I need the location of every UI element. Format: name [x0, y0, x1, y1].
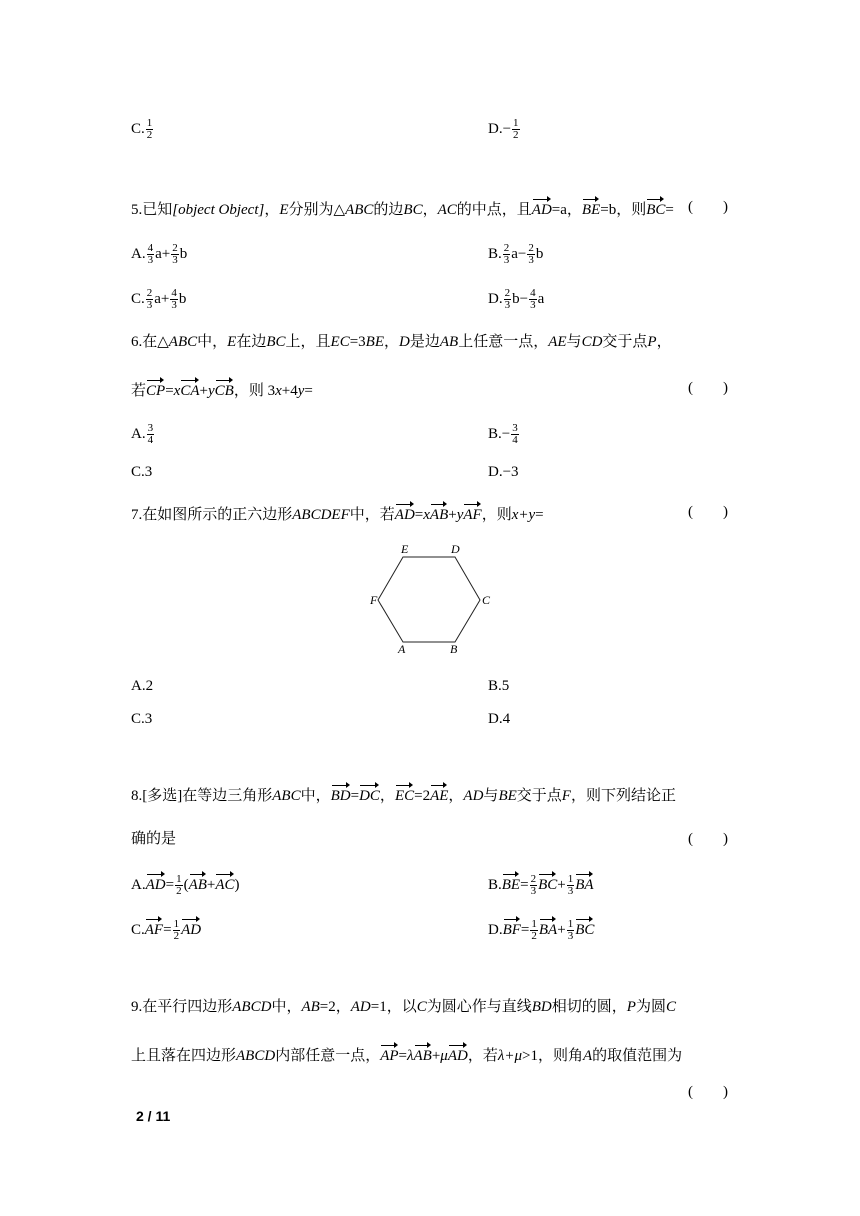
vertex-label-d: D: [451, 542, 460, 556]
q8-stem-line1: 8.[多选]在等边三角形ABC中，BD=DC，EC=2AE，AD与BE交于点F，则下列结论正: [131, 783, 676, 806]
q5-option-d: D. $\frac{2}{3}$ b− $\frac{4}{3}$ a: [488, 287, 545, 311]
q8-option-a: A.AD= $\frac{1}{2}$ (AB+AC): [131, 873, 240, 898]
q5-option-c: C. $\frac{2}{3}$ a+ $\frac{4}{3}$ b: [131, 287, 187, 311]
q7-option-b: B.5: [488, 678, 510, 694]
q8-stem-line2: 确的是: [131, 831, 177, 847]
q8-option-b: B.BE= $\frac{2}{3}$ BC+ $\frac{1}{3}$ BA: [488, 873, 594, 898]
q6-option-d: D.−3: [488, 464, 519, 480]
q6-option-a: A. $\frac{3}{4}$: [131, 422, 154, 446]
q5-stem: 5.已知[object Object]，E分别为△ABC的边BC，AC的中点，且AD=a，BE=b，则BC=: [131, 197, 674, 220]
q6-stem-line1: 6.在△ABC中，E在边BC上，且EC=3BE，D是边AB上任意一点，AE与CD交于点P，: [131, 334, 672, 350]
q5-answer-blank: ( ): [688, 199, 728, 215]
q7-option-a: A.2: [131, 678, 154, 694]
q6-stem-line2: 若CP=xCA+yCB，则 3x+4y=: [131, 378, 313, 401]
q6-option-b: B.− $\frac{3}{4}$: [488, 422, 518, 446]
q8-option-d: D.BF= $\frac{1}{2}$ BA+ $\frac{1}{3}$ BC: [488, 918, 595, 943]
vertex-label-b: B: [450, 642, 458, 656]
q9-stem-line2: 上且落在四边形ABCD内部任意一点，AP=λAB+μAD，若λ+μ>1，则角A的取值范围为: [131, 1043, 682, 1066]
q8-option-c: C.AF= $\frac{1}{2}$ AD: [131, 918, 202, 943]
q7-option-c: C.3: [131, 711, 153, 727]
vertex-label-e: E: [401, 542, 409, 556]
vertex-label-a: A: [398, 642, 406, 656]
vertex-label-f: F: [370, 593, 378, 607]
q9-stem-line1: 9.在平行四边形ABCD中，AB=2，AD=1，以C为圆心作与直线BD相切的圆，P为圆C: [131, 999, 676, 1015]
q5-option-b: B. $\frac{2}{3}$ a− $\frac{2}{3}$ b: [488, 242, 544, 266]
q7-answer-blank: ( ): [688, 504, 728, 520]
q6-option-c: C.3: [131, 464, 153, 480]
vertex-label-c: C: [482, 593, 491, 607]
q4-option-d: D.− $\frac{1}{2}$: [488, 117, 519, 141]
q5-option-a: A. $\frac{4}{3}$ a+ $\frac{2}{3}$ b: [131, 242, 188, 266]
q9-answer-blank: ( ): [688, 1084, 728, 1100]
page-number: 2 / 11: [136, 1108, 171, 1124]
hexagon-figure: [360, 538, 500, 658]
q6-answer-blank: ( ): [688, 380, 728, 396]
q7-option-d: D.4: [488, 711, 511, 727]
q7-stem: 7.在如图所示的正六边形ABCDEF中，若AD=xAB+yAF，则x+y=: [131, 502, 544, 525]
q8-answer-blank: ( ): [688, 831, 728, 847]
hexagon-shape: [378, 557, 480, 642]
q4-option-c: C. $\frac{1}{2}$: [131, 117, 153, 141]
